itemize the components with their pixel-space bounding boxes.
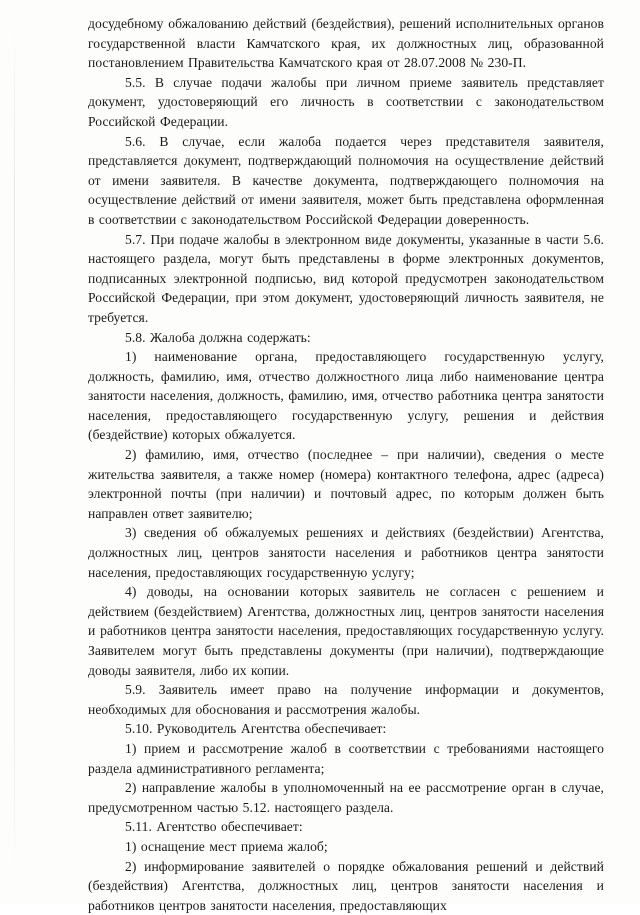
list-item-5-10-1: 1) прием и рассмотрение жалоб в соответствии с требованиями настоящего раздела административного регламента;: [88, 740, 604, 776]
scan-edge-shadow: [14, 0, 15, 905]
paragraph-5-8: 5.8. Жалоба должна содержать:: [125, 329, 311, 345]
list-item-5-11-2: 2) информирование заявителей о порядке обжалования решений и действий (бездействия) Агентства, должностных лиц, центров занятости населения и работников центров занятости населения, предоставляющих: [88, 858, 604, 913]
list-item-5-10-2: 2) направление жалобы в уполномоченный на ее рассмотрение орган в случае, предусмотренном частью 5.12. настоящего раздела.: [88, 780, 604, 815]
list-item-5-8-2: 2) фамилию, имя, отчество (последнее – при наличии), сведения о месте жительства заявителя, а также номер (номера) контактного телефона, адрес (адреса) электронной почты (при наличии) и почтовый адрес, по которым должен быть направлен ответ заявителю;: [88, 447, 604, 521]
paragraph-5-6: 5.6. В случае, если жалоба подается через представителя заявителя, представляется документ, подтверждающий полномочия на осуществление действий от имени заявителя. В качестве документа, подтверждающего полномочия на осуществление действий от имени заявителя, может быть представлена оформленная в соответствии с законодательством Российской Федерации доверенность.: [88, 133, 604, 227]
list-item-5-8-4: 4) доводы, на основании которых заявитель не согласен с решением и действием (бездействием) Агентства, должностных лиц, центров занятости населения и работников центра занятости населения, предоставляющих государственную услугу. Заявителем могут быть представлены документы (при наличии), подтверждающие доводы заявителя, либо их копии.: [88, 584, 604, 678]
list-item-5-8-1: 1) наименование органа, предоставляющего государственную услугу, должность, фамилию, имя, отчество должностного лица либо наименование центра занятости населения, должность, фамилию, имя, отчество работника центра занятости населения, предоставляющего государственную услугу, решения и действия (бездействие) которых обжалуется.: [88, 349, 604, 443]
paragraph-5-9: 5.9. Заявитель имеет право на получение информации и документов, необходимых для обоснования и рассмотрения жалобы.: [88, 682, 604, 717]
list-item-5-8-3: 3) сведения об обжалуемых решениях и действиях (бездействии) Агентства, должностных лиц, центров занятости населения и работников центра занятости населения, предоставляющих государственную услугу;: [88, 525, 604, 580]
paragraph-5-10: 5.10. Руководитель Агентства обеспечивает:: [125, 721, 387, 737]
paragraph-5-11: 5.11. Агентство обеспечивает:: [125, 819, 303, 835]
paragraph-5-7: 5.7. При подаче жалобы в электронном виде документы, указанные в части 5.6. настоящего раздела, могут быть представлены в форме электронных документов, подписанных электронной подписью, вид которой предусмотрен законодательством Российской Федерации, при этом документ, удостоверяющий личность заявителя, не требуется.: [88, 231, 604, 325]
list-item-5-11-1: 1) оснащение мест приема жалоб;: [125, 838, 328, 854]
paragraph-5-5: 5.5. В случае подачи жалобы при личном приеме заявитель представляет документ, удостоверяющий его личность в соответствии с законодательством Российской Федерации.: [88, 74, 604, 129]
paragraph-continuation: досудебному обжалованию действий (бездействия), решений исполнительных органов государственной власти Камчатского края, их должностных лиц, образованной постановлением Правительства Камчатского края от 28.07.2008 № 230-П.: [88, 16, 604, 71]
